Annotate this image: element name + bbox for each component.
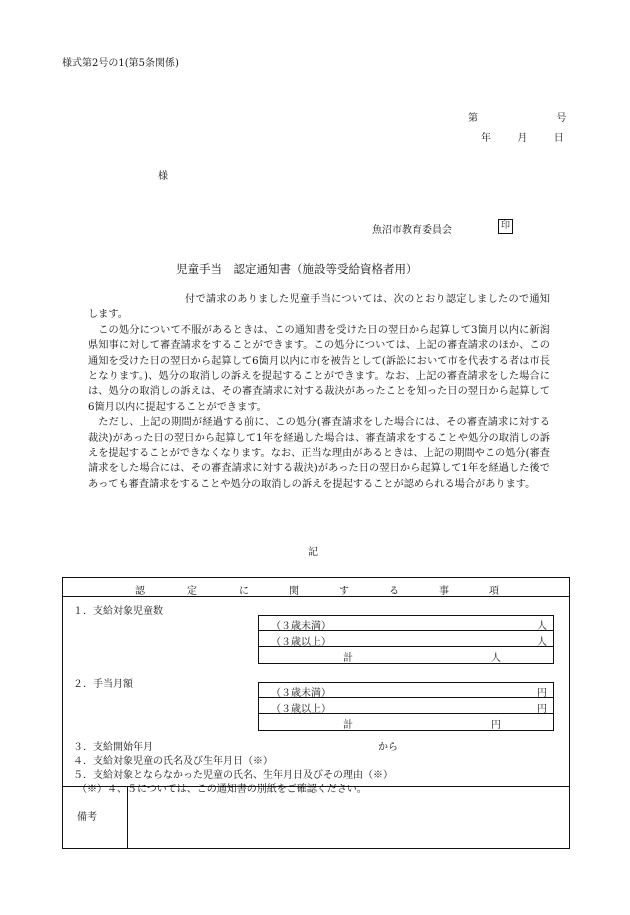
table-row-total bbox=[259, 648, 553, 663]
issuer-name: 魚沼市教育委員会 bbox=[372, 225, 452, 236]
row-label: （３歳以上） bbox=[271, 637, 331, 648]
row-label: （３歳未満） bbox=[271, 688, 331, 699]
header-char: に bbox=[239, 586, 249, 597]
number-prefix: 第 bbox=[468, 113, 478, 124]
document-title: 児童手当 認定通知書（施設等受給資格者用） bbox=[176, 262, 418, 276]
seal-mark: 印 bbox=[498, 219, 513, 234]
header-char: 関 bbox=[289, 586, 299, 597]
table-note: （※）４、５については、この通知書の別紙をご確認ください。 bbox=[77, 784, 367, 795]
item-1-label: １．支給対象児童数 bbox=[73, 606, 163, 617]
row-unit: 円 bbox=[537, 688, 547, 699]
date-month: 月 bbox=[517, 133, 528, 144]
item-2-subtable bbox=[258, 682, 554, 731]
row-unit: 人 bbox=[537, 637, 547, 648]
body-paragraph-1: 付で請求のありました児童手当については、次のとおり認定しましたので通知します。 bbox=[88, 294, 550, 321]
header-char: 項 bbox=[489, 586, 499, 597]
form-number: 様式第2号の1(第5条関係) bbox=[62, 58, 179, 69]
body-paragraph-2: この処分について不服があるときは、この通知書を受けた日の翌日から起算して3箇月以内に新潟県知事に対して審査請求をすることができます。この処分については、上記の審査請求のほか、この通知を受けた日の翌日から起算して6箇月以内に市を被告として(訴訟において市を代表する者は市長となります。)、処分の取消しの訴えを提起することができます。なお、上記の審査請求をした場合には、処分の取消しの訴えは、その審査請求に対する裁決があったことを知った日の翌日から起算して6箇月以内に提起することができます。 bbox=[88, 324, 550, 413]
total-label: 計 bbox=[343, 720, 353, 731]
date-year: 年 bbox=[481, 133, 491, 144]
header-char: 事 bbox=[439, 586, 449, 597]
total-unit: 人 bbox=[491, 653, 501, 664]
item-3-from: から bbox=[378, 742, 398, 753]
remarks-label-cell bbox=[63, 787, 128, 848]
row-label: （３歳未満） bbox=[271, 621, 331, 632]
date-line bbox=[481, 129, 564, 144]
header-char: る bbox=[389, 586, 399, 597]
item-2-label: ２．手当月額 bbox=[73, 679, 133, 690]
item-5-label: ５．支給対象とならなかった児童の氏名、生年月日及びその理由（※） bbox=[73, 770, 393, 781]
table-row bbox=[259, 616, 553, 631]
table-row bbox=[259, 632, 553, 647]
item-1-subtable bbox=[258, 615, 554, 664]
item-4-label: ４．支給対象児童の氏名及び生年月日（※） bbox=[73, 756, 273, 767]
table-row bbox=[259, 699, 553, 714]
row-unit: 円 bbox=[537, 704, 547, 715]
remarks-row bbox=[63, 786, 569, 848]
header-char: 認 bbox=[135, 586, 145, 597]
table-row bbox=[259, 683, 553, 698]
date-day: 日 bbox=[553, 133, 564, 144]
remarks-label: 備考 bbox=[77, 812, 97, 823]
document-number-line bbox=[468, 109, 566, 124]
total-label: 計 bbox=[343, 653, 353, 664]
header-char: 定 bbox=[187, 586, 197, 597]
item-3-label: ３．支給開始年月 bbox=[73, 742, 153, 753]
ki-heading: 記 bbox=[308, 547, 318, 558]
certification-table bbox=[62, 577, 570, 849]
number-suffix: 号 bbox=[556, 113, 567, 124]
total-unit: 円 bbox=[491, 720, 501, 731]
header-char: す bbox=[339, 586, 349, 597]
row-unit: 人 bbox=[537, 621, 547, 632]
table-header bbox=[63, 578, 569, 597]
notice-body bbox=[88, 292, 550, 492]
row-label: （３歳以上） bbox=[271, 704, 331, 715]
table-row-total bbox=[259, 715, 553, 730]
body-paragraph-3: ただし、上記の期間が経過する前に、この処分(審査請求をした場合には、その審査請求に対する裁決)があった日の翌日から起算して1年を経過した場合は、審査請求をすることや処分の取消しの訴えを提起することができなくなります。なお、正当な理由があるときは、上記の期間やこの処分(審査請求をした場合には、その審査請求に対する裁決)があった日の翌日から起算して1年を経過した後であっても審査請求をすることや処分の取消しの訴えを提起することが認められる場合があります。 bbox=[88, 417, 550, 490]
addressee-suffix: 様 bbox=[158, 171, 168, 182]
